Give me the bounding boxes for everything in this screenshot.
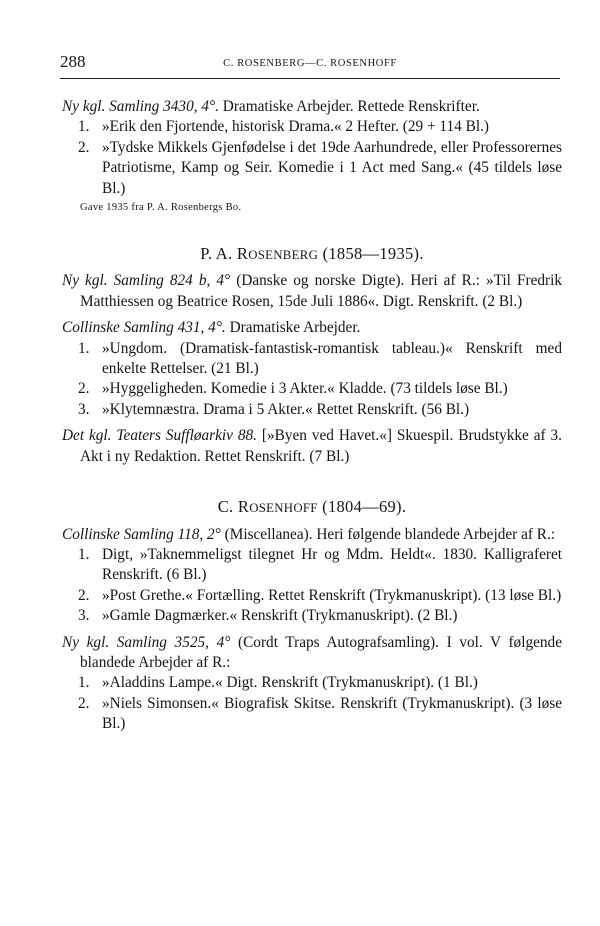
section-rosenberg-pa <box>62 244 562 467</box>
section-rosenberg-c <box>62 97 562 214</box>
list-item <box>62 379 562 399</box>
list-item <box>62 586 562 606</box>
catalog-entry <box>62 97 562 117</box>
item-text: »Post Grethe.« Fortælling. Rettet Renskrift (Trykmanuskript). (13 løse Bl.) <box>102 586 562 604</box>
entry-description: (Danske og norske Digte). Heri af R.: »Til Fredrik Matthiessen og Beatrice Rosen, 15de Juli 1886«. Digt. Renskrift. (2 Bl.) <box>80 272 563 310</box>
item-number: 1. <box>78 339 90 357</box>
item-text: »Ungdom. (Dramatisk-fantastisk-romantisk tableau.)« Renskrift med enkelte Rettelser. (21 Bl.) <box>102 339 562 378</box>
list-item <box>62 606 562 626</box>
catalog-entry <box>62 633 562 674</box>
item-text: »Gamle Dagmærker.« Renskrift (Trykmanuskript). (2 Bl.) <box>102 607 458 625</box>
person-heading <box>62 244 562 265</box>
item-number: 1. <box>78 118 90 136</box>
entry-description: [»Byen ved Havet.«] Skuespil. Brudstykke af 3. Akt i ny Redaktion. Rettet Renskrift. (7 Bl.) <box>80 427 562 465</box>
collection-reference: Ny kgl. Samling 824 b, 4° <box>62 272 231 290</box>
catalog-entry <box>62 271 562 312</box>
collection-reference: Det kgl. Teaters Suffløarkiv 88. <box>62 427 257 445</box>
item-text: Digt, »Taknemmeligst tilegnet Hr og Mdm. Heldt«. 1830. Kalligraferet Renskrift. (6 Bl.) <box>102 545 562 584</box>
entry-description: Dramatiske Arbejder. <box>225 319 361 337</box>
person-initials: P. A. R <box>200 244 249 264</box>
section-rosenhoff <box>62 497 562 734</box>
entry-description: (Miscellanea). Heri følgende blandede Arbejder af R.: <box>220 525 556 543</box>
item-number: 2. <box>78 694 90 712</box>
item-number: 3. <box>78 607 90 625</box>
person-surname: OSENBERG <box>248 248 319 263</box>
entry-description: (Cordt Traps Autografsamling). I vol. V følgende blandede Arbejder af R.: <box>80 633 562 671</box>
item-number: 2. <box>78 380 90 398</box>
catalog-entry <box>62 426 562 467</box>
list-item <box>62 138 562 199</box>
collection-reference: Ny kgl. Samling 3430, 4°. <box>62 98 219 115</box>
item-text: »Niels Simonsen.« Biografisk Skitse. Renskrift (Trykmanuskript). (3 løse Bl.) <box>102 694 562 733</box>
person-dates: (1804—69). <box>317 497 407 517</box>
list-item <box>62 694 562 735</box>
catalog-entry <box>62 525 562 545</box>
collection-reference: Collinske Samling 118, 2° <box>62 525 221 543</box>
list-item <box>62 339 562 380</box>
page-body <box>62 97 562 735</box>
item-text: »Erik den Fjortende, historisk Drama.« 2 Hefter. (29 + 114 Bl.) <box>102 118 490 136</box>
item-text: »Klytemnæstra. Drama i 5 Akter.« Rettet Renskrift. (56 Bl.) <box>102 400 470 418</box>
header-rule <box>60 78 560 79</box>
list-item <box>62 545 562 586</box>
item-number: 1. <box>78 674 90 692</box>
page-number: 288 <box>60 52 86 71</box>
list-item <box>62 400 562 420</box>
list-item <box>62 673 562 693</box>
person-heading <box>62 497 562 518</box>
item-number: 3. <box>78 400 90 418</box>
person-surname: OSENHOFF <box>249 501 318 516</box>
person-initials: C. R <box>217 497 250 517</box>
list-item <box>62 117 562 137</box>
page-header <box>60 52 560 80</box>
entry-description: Dramatiske Arbejder. Rettede Renskrifter. <box>218 98 480 115</box>
item-number: 2. <box>78 138 90 156</box>
running-head: C. ROSENBERG—C. ROSENHOFF <box>223 58 397 69</box>
item-number: 1. <box>78 545 90 563</box>
provenance-note: Gave 1935 fra P. A. Rosenbergs Bo. <box>80 202 242 214</box>
item-text: »Aladdins Lampe.« Digt. Renskrift (Trykmanuskript). (1 Bl.) <box>102 674 478 692</box>
collection-reference: Ny kgl. Samling 3525, 4° <box>62 633 231 651</box>
item-text: »Hyggeligheden. Komedie i 3 Akter.« Kladde. (73 tildels løse Bl.) <box>102 380 508 398</box>
catalog-entry <box>62 318 562 338</box>
item-number: 2. <box>78 586 90 604</box>
collection-reference: Collinske Samling 431, 4°. <box>62 319 226 337</box>
item-text: »Tydske Mikkels Gjenfødelse i det 19de Aarhundrede, eller Professorernes Patriotisme, Kamp og Seir. Komedie i 1 Act med Sang.« (45 tildels løse Bl.) <box>102 138 562 197</box>
person-dates: (1858—1935). <box>318 244 424 264</box>
